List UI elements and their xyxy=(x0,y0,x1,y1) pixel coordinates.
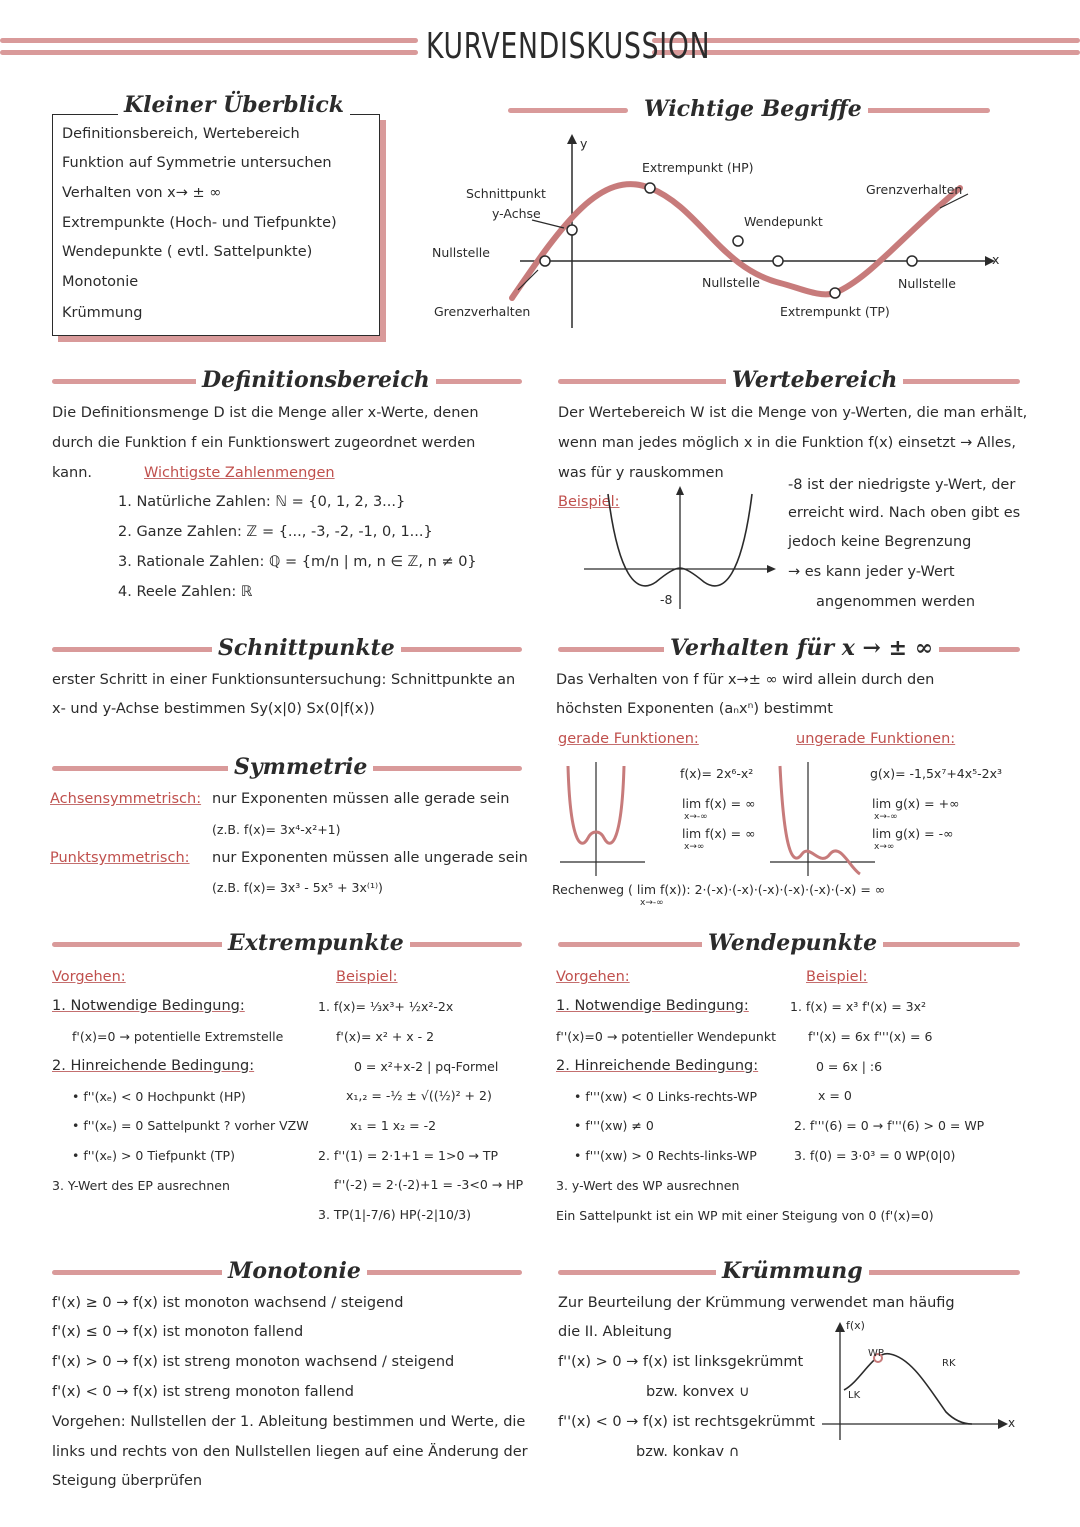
werte-heading: Wertebereich xyxy=(726,367,903,393)
monotonie-text: Steigung überprüfen xyxy=(52,1473,203,1489)
definition-text: Die Definitionsmenge D ist die Menge aller x-Werte, denen xyxy=(52,405,479,421)
werte-text: Der Wertebereich W ist die Menge von y-Werten, die man erhält, xyxy=(558,405,1028,421)
f-limit: lim f(x) = ∞ xyxy=(682,826,756,841)
graph-label-null-mid: Nullstelle xyxy=(702,275,760,290)
f-limit-sub: x→-∞ xyxy=(684,812,708,822)
overview-item: Extrempunkte (Hoch- und Tiefpunkte) xyxy=(62,215,337,231)
kruemmung-heading: Krümmung xyxy=(716,1258,869,1284)
wende-bsp: 1. f(x) = x³ f'(x) = 3x² xyxy=(790,999,927,1014)
extrem-bsp: f'(x)= x² + x - 2 xyxy=(336,1029,435,1044)
wende-step: • f'''(xw) > 0 Rechts-links-WP xyxy=(574,1148,757,1163)
graph-label-y: y xyxy=(580,136,588,151)
wende-step: 3. y-Wert des WP ausrechnen xyxy=(556,1178,740,1193)
extrem-bsp: x₁ = 1 x₂ = -2 xyxy=(350,1118,437,1133)
kruemmung-x: x xyxy=(1008,1416,1016,1430)
gerade-graph xyxy=(560,758,650,878)
schnitt-heading: Schnittpunkte xyxy=(212,635,401,661)
extrem-bsp: x₁,₂ = -½ ± √((½)² + 2) xyxy=(346,1088,492,1103)
wende-bsp: x = 0 xyxy=(818,1088,852,1103)
kruemmung-text: bzw. konvex ∪ xyxy=(646,1384,750,1400)
kruemmung-graph xyxy=(822,1320,1022,1450)
overview-item: Monotonie xyxy=(62,274,139,290)
number-set: 4. Reele Zahlen: ℝ xyxy=(118,584,253,600)
page-title: KURVENDISKUSSION xyxy=(426,26,711,67)
title-bar-right-1 xyxy=(652,38,1080,43)
monotonie-text: f'(x) > 0 → f(x) ist streng monoton wachsend / steigend xyxy=(52,1354,455,1370)
extrem-step: f'(x)=0 → potentielle Extremstelle xyxy=(72,1029,284,1044)
extrem-bsp: 2. f''(1) = 2·1+1 = 1>0 → TP xyxy=(318,1148,498,1163)
extrem-step: 1. Notwendige Bedingung: xyxy=(52,998,245,1014)
symmetrie-punkt-text: nur Exponenten müssen alle ungerade sein xyxy=(212,850,528,866)
rechenweg: Rechenweg ( lim f(x)): 2·(-x)·(-x)·(-x)·(-x)·(-x)·(-x) = ∞ xyxy=(552,882,886,897)
extrem-bsp: 1. f(x)= ⅓x³+ ½x²-2x xyxy=(318,999,454,1014)
overview-heading: Kleiner Überblick xyxy=(118,92,350,118)
wende-step: 2. Hinreichende Bedingung: xyxy=(556,1058,759,1074)
kruemmung-text: bzw. konkav ∩ xyxy=(636,1444,740,1460)
extrem-vorgehen: Vorgehen: xyxy=(52,969,126,985)
kruemmung-fx: f(x) xyxy=(846,1319,865,1332)
schnitt-text: x- und y-Achse bestimmen Sy(x|0) Sx(0|f(x)) xyxy=(52,701,375,717)
overview-item: Verhalten von x→ ± ∞ xyxy=(62,185,222,201)
begriffe-bar-left xyxy=(508,108,628,113)
wende-heading: Wendepunkte xyxy=(702,930,883,956)
monotonie-text: f'(x) < 0 → f(x) ist streng monoton fallend xyxy=(52,1384,355,1400)
verhalten-heading: Verhalten für x → ± ∞ xyxy=(664,635,939,661)
overview-item: Krümmung xyxy=(62,305,143,321)
kruemmung-wp: WP xyxy=(868,1348,884,1359)
graph-label-hp: Extrempunkt (HP) xyxy=(642,160,754,175)
number-set: 1. Natürliche Zahlen: ℕ = {0, 1, 2, 3...} xyxy=(118,494,406,510)
graph-label-schnitt-2: y-Achse xyxy=(492,206,541,221)
overview-item: Funktion auf Symmetrie untersuchen xyxy=(62,155,332,171)
graph-label-grenz-top: Grenzverhalten xyxy=(866,182,963,197)
symmetrie-achse: Achsensymmetrisch: xyxy=(50,791,202,807)
kruemmung-text: f''(x) > 0 → f(x) ist linksgekrümmt xyxy=(558,1354,804,1370)
number-set: 2. Ganze Zahlen: ℤ = {..., -3, -2, -1, 0, 1...} xyxy=(118,524,433,540)
number-set: 3. Rationale Zahlen: ℚ = {m/n | m, n ∈ ℤ, n ≠ 0} xyxy=(118,554,477,570)
werte-text: wenn man jedes möglich x in die Funktion f(x) einsetzt → Alles, xyxy=(558,435,1016,451)
verhalten-text: höchsten Exponenten (aₙxⁿ) bestimmt xyxy=(556,701,833,717)
werte-note: jedoch keine Begrenzung xyxy=(788,534,972,550)
wende-bsp: 3. f(0) = 3·0³ = 0 WP(0|0) xyxy=(794,1148,956,1163)
overview-item: Definitionsbereich, Wertebereich xyxy=(62,126,300,142)
symmetrie-heading: Symmetrie xyxy=(228,754,373,780)
symmetrie-achse-text: nur Exponenten müssen alle gerade sein xyxy=(212,791,510,807)
wende-step: • f'''(xw) ≠ 0 xyxy=(574,1118,654,1133)
wende-beispiel: Beispiel: xyxy=(806,969,868,985)
extrem-step: • f''(xₑ) < 0 Hochpunkt (HP) xyxy=(72,1089,246,1104)
extrem-step: 3. Y-Wert des EP ausrechnen xyxy=(52,1178,230,1193)
monotonie-text: f'(x) ≥ 0 → f(x) ist monoton wachsend / steigend xyxy=(52,1295,404,1311)
graph-label-x: x xyxy=(992,252,1000,267)
rechenweg-sub: x→-∞ xyxy=(640,898,664,908)
werte-text: was für y rauskommen xyxy=(558,465,724,481)
f-definition: f(x)= 2x⁶-x² xyxy=(680,766,754,781)
f-limit-sub: x→∞ xyxy=(684,842,705,852)
extrem-bsp: 3. TP(1|-7/6) HP(-2|10/3) xyxy=(318,1207,472,1222)
overview-item: Wendepunkte ( evtl. Sattelpunkte) xyxy=(62,244,313,260)
extrem-bsp: 0 = x²+x-2 | pq-Formel xyxy=(354,1059,499,1074)
graph-label-wende: Wendepunkt xyxy=(744,214,823,229)
graph-label-tp: Extrempunkt (TP) xyxy=(780,304,890,319)
werte-beispiel: Beispiel: xyxy=(558,494,620,510)
werte-graph-min: -8 xyxy=(660,592,673,607)
graph-label-null-left: Nullstelle xyxy=(432,245,490,260)
wende-step: • f'''(xw) < 0 Links-rechts-WP xyxy=(574,1089,758,1104)
monotonie-text: Vorgehen: Nullstellen der 1. Ableitung bestimmen und Werte, die xyxy=(52,1414,526,1430)
kruemmung-text: f''(x) < 0 → f(x) ist rechtsgekrümmt xyxy=(558,1414,815,1430)
f-limit: lim f(x) = ∞ xyxy=(682,796,756,811)
g-limit: lim g(x) = +∞ xyxy=(872,796,960,811)
title-bar-left-1 xyxy=(0,38,418,43)
extrem-beispiel: Beispiel: xyxy=(336,969,398,985)
title-bar-left-2 xyxy=(0,50,418,55)
werte-graph xyxy=(576,484,786,614)
g-limit-sub: x→∞ xyxy=(874,842,895,852)
extrem-step: 2. Hinreichende Bedingung: xyxy=(52,1058,255,1074)
definition-text: kann. xyxy=(52,465,93,481)
werte-note: -8 ist der niedrigste y-Wert, der xyxy=(788,477,1016,493)
wende-vorgehen: Vorgehen: xyxy=(556,969,630,985)
wende-sattel: Ein Sattelpunkt ist ein WP mit einer Steigung von 0 (f'(x)=0) xyxy=(556,1208,934,1223)
werte-note: erreicht wird. Nach oben gibt es xyxy=(788,505,1021,521)
ungerade-graph xyxy=(770,758,880,878)
definition-text: durch die Funktion f ein Funktionswert zugeordnet werden xyxy=(52,435,476,451)
monotonie-heading: Monotonie xyxy=(222,1258,367,1284)
monotonie-text: links und rechts von den Nullstellen liegen auf eine Änderung der xyxy=(52,1444,528,1460)
kruemmung-text: Zur Beurteilung der Krümmung verwendet man häufig xyxy=(558,1295,955,1311)
g-limit: lim g(x) = -∞ xyxy=(872,826,954,841)
g-limit-sub: x→-∞ xyxy=(874,812,898,822)
schnitt-text: erster Schritt in einer Funktionsuntersuchung: Schnittpunkte an xyxy=(52,672,516,688)
g-definition: g(x)= -1,5x⁷+4x⁵-2x³ xyxy=(870,766,1003,781)
werte-note: → es kann jeder y-Wert xyxy=(788,564,955,580)
title-bar-right-2 xyxy=(652,50,1080,55)
kruemmung-rk: RK xyxy=(942,1358,956,1369)
graph-label-schnitt: Schnittpunkt xyxy=(466,186,546,201)
wende-bsp: 2. f'''(6) = 0 → f'''(6) > 0 = WP xyxy=(794,1118,985,1133)
definition-subheading: Wichtigste Zahlenmengen xyxy=(144,465,335,481)
symmetrie-achse-bsp: (z.B. f(x)= 3x⁴-x²+1) xyxy=(212,822,341,837)
monotonie-text: f'(x) ≤ 0 → f(x) ist monoton fallend xyxy=(52,1324,304,1340)
wende-step: 1. Notwendige Bedingung: xyxy=(556,998,749,1014)
definition-heading: Definitionsbereich xyxy=(196,367,436,393)
wende-bsp: f''(x) = 6x f'''(x) = 6 xyxy=(808,1029,933,1044)
verhalten-gerade: gerade Funktionen: xyxy=(558,731,699,747)
kruemmung-lk: LK xyxy=(848,1390,861,1401)
werte-note: angenommen werden xyxy=(816,594,976,610)
extrem-step: • f''(xₑ) = 0 Sattelpunkt ? vorher VZW xyxy=(72,1118,309,1133)
extrem-heading: Extrempunkte xyxy=(222,930,410,956)
kruemmung-text: die II. Ableitung xyxy=(558,1324,672,1340)
extrem-bsp: f''(-2) = 2·(-2)+1 = -3<0 → HP xyxy=(334,1177,524,1192)
symmetrie-punkt: Punktsymmetrisch: xyxy=(50,850,190,866)
wende-bsp: 0 = 6x | :6 xyxy=(816,1059,883,1074)
begriffe-heading: Wichtige Begriffe xyxy=(638,96,868,122)
extrem-step: • f''(xₑ) > 0 Tiefpunkt (TP) xyxy=(72,1148,235,1163)
symmetrie-punkt-bsp: (z.B. f(x)= 3x³ - 5x⁵ + 3x⁽¹⁾) xyxy=(212,880,383,895)
graph-label-null-right: Nullstelle xyxy=(898,276,956,291)
verhalten-ungerade: ungerade Funktionen: xyxy=(796,731,956,747)
graph-label-grenz-bottom: Grenzverhalten xyxy=(434,304,531,319)
wende-step: f''(x)=0 → potentieller Wendepunkt xyxy=(556,1029,776,1044)
verhalten-text: Das Verhalten von f für x→± ∞ wird allein durch den xyxy=(556,672,935,688)
